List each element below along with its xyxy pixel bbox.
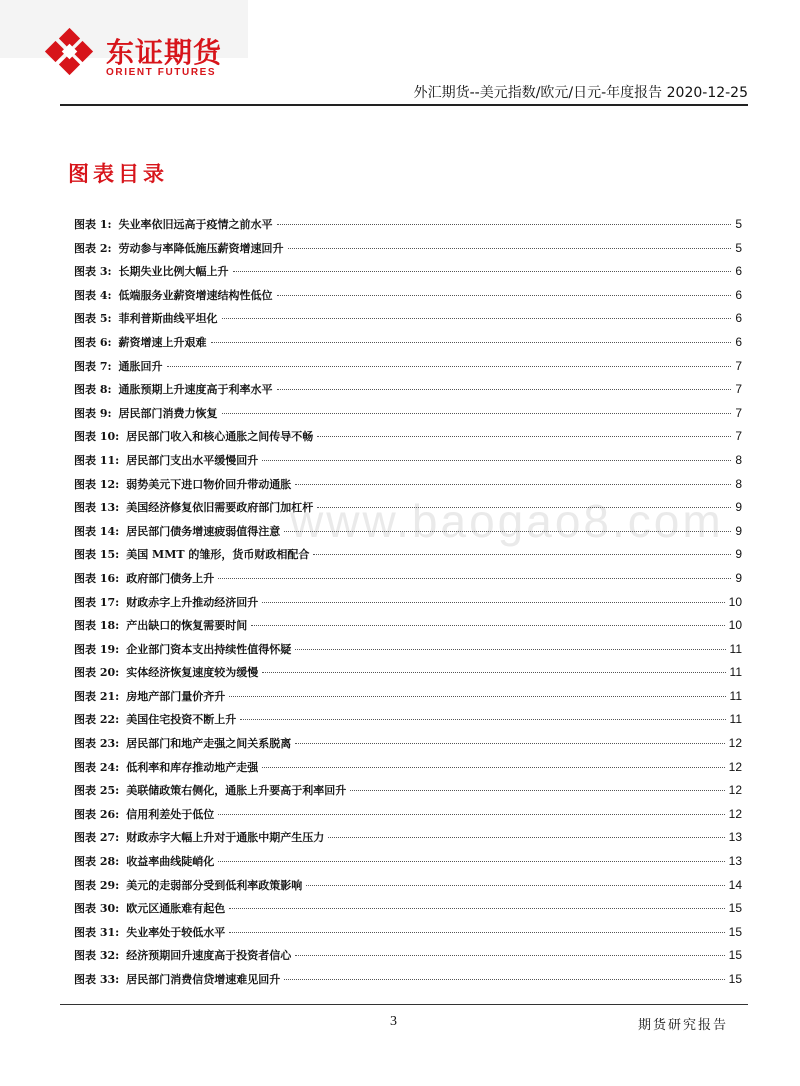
toc-entry-label: 图表 3: — [74, 265, 112, 279]
header-divider — [60, 104, 748, 106]
toc-entry-title: 通胀预期上升速度高于利率水平 — [118, 383, 273, 397]
toc-heading: 图表目录 — [68, 161, 168, 186]
toc-entry-page: 11 — [729, 712, 742, 727]
toc-entry-title: 美元的走弱部分受到低利率政策影响 — [126, 878, 303, 892]
toc-entry-page: 6 — [735, 287, 742, 302]
toc-entry-label: 图表 31: — [74, 925, 120, 939]
toc-dot-leader — [313, 554, 731, 555]
toc-entry-page: 13 — [728, 830, 742, 845]
toc-entry-label: 图表 19: — [74, 642, 120, 656]
toc-entry[interactable] — [74, 499, 742, 523]
toc-entry-label: 图表 22: — [74, 713, 120, 727]
orient-futures-logo-icon — [44, 27, 100, 83]
toc-entry-label: 图表 2: — [74, 241, 112, 255]
toc-entry-label: 图表 5: — [74, 312, 112, 326]
toc-entry-page: 12 — [728, 806, 742, 821]
toc-dot-leader — [262, 672, 725, 673]
toc-entry-label: 图表 29: — [74, 878, 120, 892]
toc-entry-label: 图表 10: — [74, 430, 120, 444]
toc-dot-leader — [240, 719, 725, 720]
toc-entry-page: 8 — [735, 452, 742, 467]
toc-entry[interactable] — [74, 570, 742, 594]
toc-entry[interactable] — [74, 546, 742, 570]
toc-entry-title: 信用利差处于低位 — [126, 807, 215, 821]
toc-entry[interactable] — [74, 688, 742, 712]
toc-entry-page: 7 — [735, 358, 742, 373]
toc-entry[interactable] — [74, 924, 742, 948]
toc-entry-label: 图表 33: — [74, 973, 120, 986]
toc-entry-title: 通胀回升 — [118, 359, 163, 373]
toc-entry[interactable] — [74, 829, 742, 853]
toc-entry-page: 12 — [728, 736, 742, 751]
footer-label: 期货研究报告 — [637, 1018, 728, 1033]
toc-entry-page: 10 — [728, 594, 742, 609]
toc-entry-label: 图表 15: — [74, 548, 120, 562]
toc-entry[interactable] — [74, 971, 742, 995]
toc-entry-title: 政府部门债务上升 — [126, 571, 215, 585]
toc-entry-title: 欧元区通胀难有起色 — [126, 902, 226, 916]
toc-entry[interactable] — [74, 428, 742, 452]
toc-dot-leader — [277, 295, 732, 296]
toc-dot-leader — [229, 908, 724, 909]
toc-entry-page: 9 — [735, 547, 742, 562]
toc-entry-label: 图表 18: — [74, 619, 120, 633]
toc-entry-label: 图表 11: — [74, 453, 120, 467]
toc-entry-page: 11 — [729, 641, 742, 656]
toc-entry-page: 11 — [729, 665, 742, 680]
toc-entry-title: 低利率和库存推动地产走强 — [126, 760, 259, 774]
toc-entry-page: 7 — [735, 405, 742, 420]
toc-entry[interactable] — [74, 310, 742, 334]
toc-dot-leader — [262, 767, 724, 768]
toc-entry-label: 图表 4: — [74, 288, 112, 302]
header-band-gap — [248, 0, 800, 58]
toc-entry-label: 图表 7: — [74, 359, 112, 373]
toc-entry-page: 5 — [735, 217, 742, 231]
toc-entry[interactable] — [74, 641, 742, 665]
toc-entry[interactable] — [74, 617, 742, 641]
toc-entry-title: 收益率曲线陡峭化 — [126, 855, 215, 869]
toc-entry-label: 图表 9: — [74, 406, 112, 420]
toc-entry-label: 图表 20: — [74, 666, 120, 680]
company-logo — [44, 27, 224, 83]
toc-entry[interactable] — [74, 900, 742, 924]
toc-entry-title: 低端服务业薪资增速结构性低位 — [118, 288, 273, 302]
toc-entry[interactable] — [74, 452, 742, 476]
toc-entry-title: 企业部门资本支出持续性值得怀疑 — [126, 642, 292, 656]
toc-entry-title: 居民部门和地产走强之间关系脱离 — [126, 737, 292, 751]
toc-entry-page: 14 — [728, 877, 742, 892]
toc-entry-label: 图表 28: — [74, 855, 120, 869]
toc-entry[interactable] — [74, 711, 742, 735]
toc-entry-title: 美国经济修复依旧需要政府部门加杠杆 — [126, 501, 314, 515]
toc-dot-leader — [233, 271, 732, 272]
toc-entry-page: 10 — [728, 618, 742, 633]
toc-entry-page: 9 — [735, 570, 742, 585]
toc-entry-page: 15 — [728, 901, 742, 916]
toc-entry[interactable] — [74, 476, 742, 500]
toc-entry-title: 实体经济恢复速度较为缓慢 — [126, 666, 259, 680]
toc-entry[interactable] — [74, 806, 742, 830]
toc-dot-leader — [317, 507, 731, 508]
toc-dot-leader — [284, 979, 724, 980]
toc-entry-title: 财政赤字大幅上升对于通胀中期产生压力 — [126, 831, 325, 845]
toc-entry-page: 6 — [735, 311, 742, 326]
toc-dot-leader — [167, 366, 732, 367]
toc-entry-title: 财政赤字上升推动经济回升 — [126, 595, 259, 609]
toc-dot-leader — [218, 861, 724, 862]
toc-entry[interactable] — [74, 594, 742, 618]
toc-dot-leader — [211, 342, 732, 343]
toc-entry[interactable] — [74, 735, 742, 759]
toc-dot-leader — [277, 224, 732, 225]
toc-entry-title: 美国 MMT 的雏形，货币财政相配合 — [126, 548, 310, 562]
toc-entry-label: 图表 16: — [74, 571, 120, 585]
toc-dot-leader — [222, 318, 732, 319]
toc-dot-leader — [288, 248, 732, 249]
toc-entry[interactable] — [74, 381, 742, 405]
toc-entry-page: 13 — [728, 854, 742, 869]
brand-name-cn: 东证期货 — [106, 36, 223, 69]
toc-dot-leader — [251, 625, 724, 626]
toc-entry-page: 7 — [735, 429, 742, 444]
toc-list — [74, 216, 742, 995]
toc-entry-title: 失业率依旧远高于疫情之前水平 — [118, 218, 273, 231]
toc-dot-leader — [229, 696, 725, 697]
toc-entry-page: 11 — [729, 688, 742, 703]
toc-entry-title: 居民部门支出水平缓慢回升 — [126, 453, 259, 467]
toc-entry-label: 图表 13: — [74, 501, 120, 515]
toc-entry-page: 15 — [728, 948, 742, 963]
toc-dot-leader — [295, 955, 724, 956]
toc-entry-label: 图表 23: — [74, 737, 120, 751]
toc-dot-leader — [218, 578, 731, 579]
toc-entry-page: 6 — [735, 334, 742, 349]
toc-dot-leader — [350, 790, 724, 791]
toc-dot-leader — [295, 743, 724, 744]
toc-entry-title: 居民部门收入和核心通胀之间传导不畅 — [126, 430, 314, 444]
toc-entry-page: 15 — [728, 972, 742, 986]
toc-entry-page: 7 — [735, 382, 742, 397]
toc-entry[interactable] — [74, 358, 742, 382]
toc-entry[interactable] — [74, 523, 742, 547]
toc-entry-title: 经济预期回升速度高于投资者信心 — [126, 949, 292, 963]
toc-entry-title: 弱势美元下进口物价回升带动通胀 — [126, 477, 292, 491]
toc-entry[interactable] — [74, 334, 742, 358]
toc-entry-title: 美国住宅投资不断上升 — [126, 713, 237, 727]
toc-entry-label: 图表 32: — [74, 949, 120, 963]
toc-entry-label: 图表 17: — [74, 595, 120, 609]
toc-entry-title: 美联储政策右侧化，通胀上升要高于利率回升 — [126, 784, 347, 798]
toc-entry-label: 图表 6: — [74, 335, 112, 349]
toc-entry[interactable] — [74, 759, 742, 783]
toc-entry-label: 图表 25: — [74, 784, 120, 798]
toc-entry[interactable] — [74, 782, 742, 806]
toc-entry-title: 产出缺口的恢复需要时间 — [126, 619, 248, 633]
toc-entry[interactable] — [74, 947, 742, 971]
toc-entry-page: 9 — [735, 523, 742, 538]
toc-entry-label: 图表 14: — [74, 524, 120, 538]
toc-entry-label: 图表 1: — [74, 218, 112, 231]
footer-divider — [60, 1004, 748, 1005]
toc-entry-page: 6 — [735, 264, 742, 279]
toc-entry-label: 图表 24: — [74, 760, 120, 774]
toc-entry-title: 菲利普斯曲线平坦化 — [118, 312, 218, 326]
toc-entry-page: 15 — [728, 924, 742, 939]
toc-entry-label: 图表 26: — [74, 807, 120, 821]
toc-entry[interactable] — [74, 287, 742, 311]
toc-dot-leader — [295, 484, 731, 485]
toc-dot-leader — [317, 436, 731, 437]
toc-entry[interactable] — [74, 216, 742, 240]
toc-dot-leader — [328, 837, 724, 838]
report-title: 外汇期货--美元指数/欧元/日元-年度报告 2020-12-25 — [413, 85, 748, 101]
toc-entry-title: 居民部门消费信贷增速难见回升 — [126, 973, 281, 986]
toc-entry-title: 失业率处于较低水平 — [126, 925, 226, 939]
toc-entry[interactable] — [74, 405, 742, 429]
toc-entry-title: 房地产部门量价齐升 — [126, 689, 226, 703]
toc-entry-title: 居民部门消费力恢复 — [118, 406, 218, 420]
toc-dot-leader — [306, 885, 724, 886]
toc-dot-leader — [229, 932, 724, 933]
toc-entry[interactable] — [74, 664, 742, 688]
toc-entry-label: 图表 21: — [74, 689, 120, 703]
toc-entry-page: 8 — [735, 476, 742, 491]
toc-entry-page: 12 — [728, 783, 742, 798]
page-number: 3 — [390, 1014, 397, 1029]
toc-dot-leader — [222, 413, 732, 414]
toc-entry-title: 居民部门债务增速疲弱值得注意 — [126, 524, 281, 538]
toc-entry-page: 9 — [735, 500, 742, 515]
toc-entry-title: 长期失业比例大幅上升 — [118, 265, 229, 279]
toc-entry[interactable] — [74, 240, 742, 264]
brand-name-en: ORIENT FUTURES — [106, 67, 217, 78]
toc-entry-label: 图表 12: — [74, 477, 120, 491]
toc-dot-leader — [277, 389, 732, 390]
toc-entry-label: 图表 8: — [74, 383, 112, 397]
toc-entry-label: 图表 27: — [74, 831, 120, 845]
toc-entry[interactable] — [74, 853, 742, 877]
toc-dot-leader — [284, 531, 731, 532]
toc-dot-leader — [295, 649, 725, 650]
toc-entry-page: 12 — [728, 759, 742, 774]
toc-entry-page: 5 — [735, 240, 742, 255]
toc-dot-leader — [262, 460, 731, 461]
toc-entry-title: 薪资增速上升艰难 — [118, 335, 207, 349]
toc-entry[interactable] — [74, 263, 742, 287]
toc-entry-label: 图表 30: — [74, 902, 120, 916]
toc-dot-leader — [218, 814, 724, 815]
watermark: www.baogao8.com — [290, 495, 724, 547]
toc-dot-leader — [262, 602, 724, 603]
toc-entry[interactable] — [74, 877, 742, 901]
toc-entry-title: 劳动参与率降低施压薪资增速回升 — [118, 241, 284, 255]
